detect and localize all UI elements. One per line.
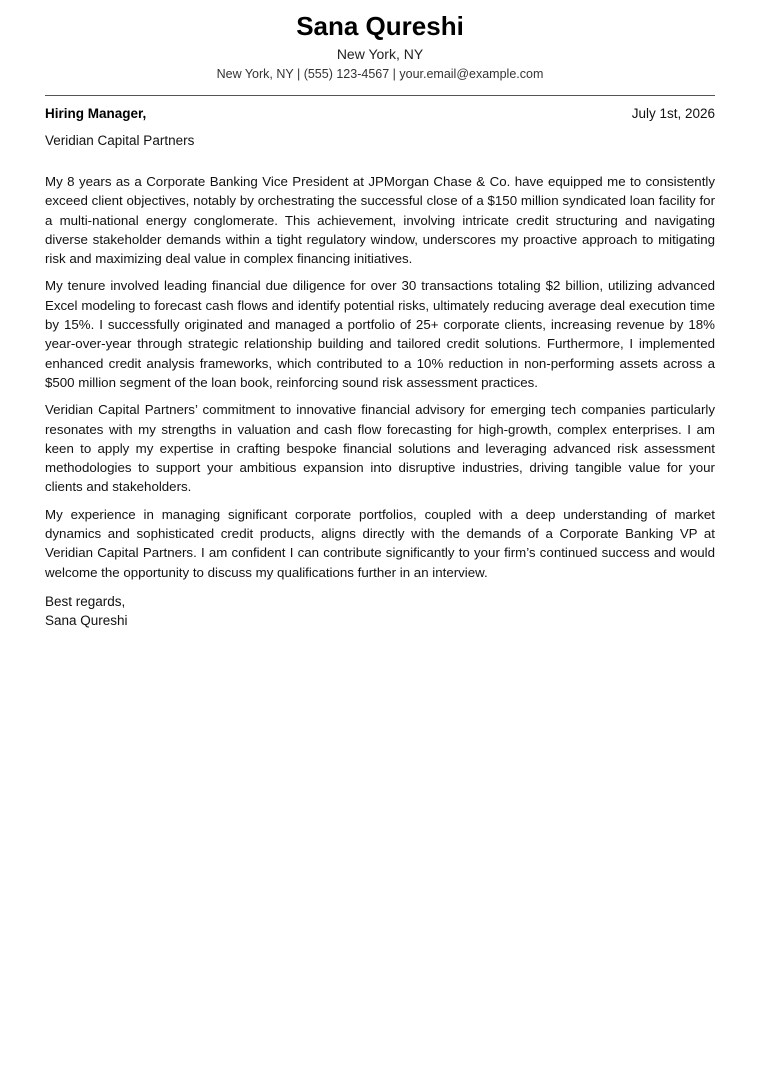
recipient-company: Veridian Capital Partners [45, 133, 195, 148]
recipient-salutation: Hiring Manager, [45, 106, 147, 121]
body-paragraph: My 8 years as a Corporate Banking Vice President at JPMorgan Chase & Co. have equipped me to consistently exceed client objectives, notably by orchestrating the successful close of a $150 million syndicated loan facility for a multi-national energy conglomerate. This achievement, involving intricate credit structuring and navigating diverse stakeholder demands within a tight regulatory window, underscores my proactive approach to mitigating risk and maximizing deal value in complex financing initiatives. [45, 174, 715, 267]
letter-header [45, 10, 715, 83]
body-paragraph: My experience in managing significant corporate portfolios, coupled with a deep understanding of market dynamics and sophisticated credit products, aligns directly with the demands of a Corporate Banking VP at Veridian Capital Partners. I am confident I can contribute significantly to your firm’s continued success and would welcome the opportunity to discuss my qualifications further in an interview. [45, 506, 715, 580]
closing-signoff: Best regards, [45, 593, 126, 609]
recipient-date-row [45, 105, 715, 123]
letter-closing [45, 592, 715, 630]
header-divider [45, 95, 715, 96]
letter-body [45, 172, 715, 582]
body-paragraph: My tenure involved leading financial due diligence for over 30 transactions totaling $2 billion, utilizing advanced Excel modeling to forecast cash flows and identify potential risks, ultimately reducing average deal execution time by 15%. I successfully originated and managed a portfolio of 25+ corporate clients, increasing revenue by 18% year-over-year through strategic relationship building and tailored credit solutions. Furthermore, I implemented enhanced credit analysis frameworks, which contributed to a 10% reduction in non-performing assets across a $500 million segment of the loan book, reinforcing sound risk assessment practices. [45, 278, 715, 390]
body-paragraph: Veridian Capital Partners’ commitment to innovative financial advisory for emerging tech companies particularly resonates with my strengths in valuation and cash flow forecasting for high-growth, complex enterprises. I am keen to apply my expertise in crafting bespoke financial solutions and leveraging advanced risk assessment methodologies to support your ambitious expansion into disruptive industries, driving tangible value for your clients and stakeholders. [45, 402, 715, 495]
applicant-name: Sana Qureshi [296, 11, 464, 41]
letter-date: July 1st, 2026 [631, 106, 715, 121]
applicant-contact-line: New York, NY | (555) 123-4567 | your.email@example.com [216, 67, 544, 81]
applicant-location: New York, NY [336, 46, 424, 62]
closing-signature: Sana Qureshi [45, 612, 128, 628]
